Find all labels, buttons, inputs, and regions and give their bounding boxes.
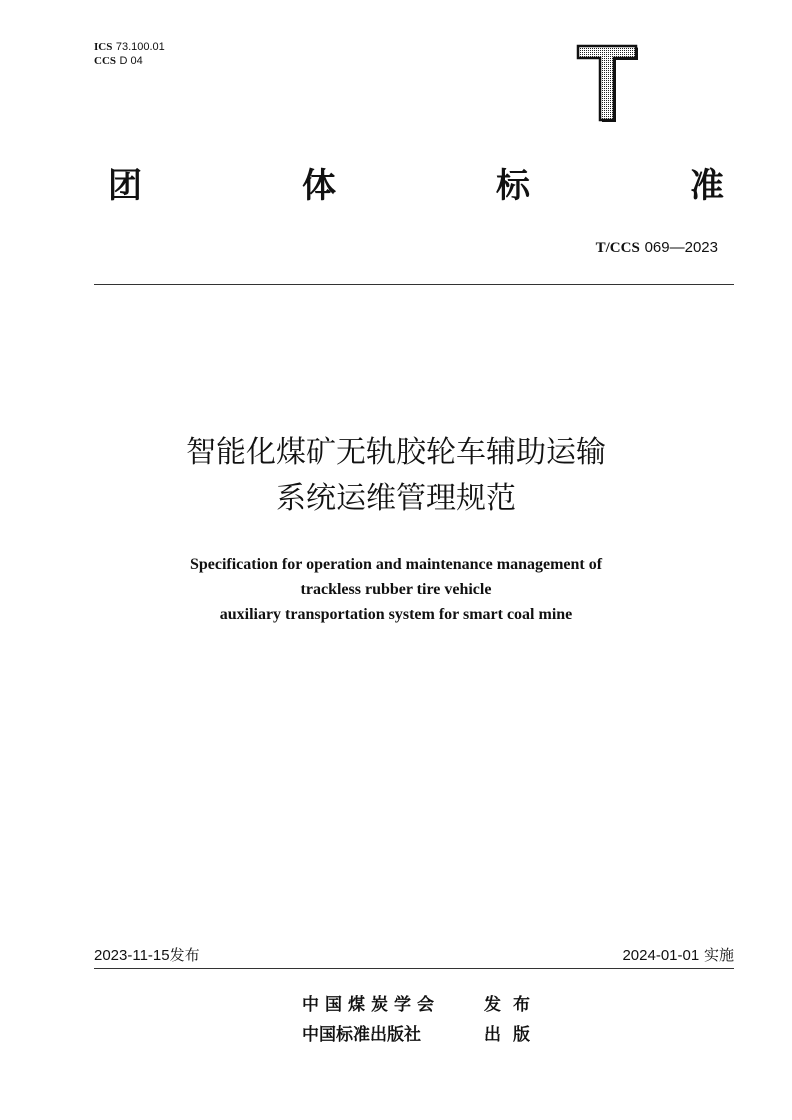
issue-date xyxy=(94,944,200,965)
title-chinese xyxy=(0,430,792,522)
type-char-2: 体 xyxy=(302,166,336,206)
effective-date-label: 实施 xyxy=(703,946,734,964)
effective-date-value: 2024-01-01 xyxy=(622,947,700,964)
title-en-line-1: Specification for operation and maintenance management of xyxy=(189,556,603,573)
issue-date-label: 发布 xyxy=(169,946,200,964)
publisher-org: 中国标准出版社 xyxy=(302,1025,421,1045)
type-char-3: 标 xyxy=(496,166,530,206)
publisher-org: 中国煤炭学会 xyxy=(302,995,440,1015)
header-rule xyxy=(94,284,734,285)
publisher-row xyxy=(302,1020,542,1050)
standard-number-value: 069—2023 xyxy=(644,239,718,256)
effective-date xyxy=(622,944,734,965)
title-cn-line-2: 系统运维管理规范 xyxy=(276,481,516,516)
type-char-1: 团 xyxy=(108,166,142,206)
title-cn-line-1: 智能化煤矿无轨胶轮车辅助运输 xyxy=(186,435,606,470)
title-english xyxy=(0,552,792,627)
title-en-line-3: auxiliary transportation system for smart coal mine xyxy=(219,606,573,623)
standard-type-title xyxy=(108,158,724,207)
issue-date-value: 2023-11-15 xyxy=(94,947,170,964)
ics-label: ICS xyxy=(94,41,113,53)
publisher-role: 出版 xyxy=(484,1025,542,1045)
ccs-value: D 04 xyxy=(119,55,143,67)
standard-t-logo xyxy=(576,44,640,124)
ics-code xyxy=(94,40,165,54)
standard-number xyxy=(596,238,718,257)
ics-value: 73.100.01 xyxy=(115,41,165,53)
publisher-role: 发布 xyxy=(484,995,542,1015)
type-char-4: 准 xyxy=(690,166,724,206)
footer-rule xyxy=(94,968,734,969)
standard-number-prefix: T/CCS xyxy=(595,240,640,256)
ccs-code xyxy=(94,54,165,68)
classification-codes xyxy=(94,40,165,68)
ccs-label: CCS xyxy=(94,55,117,67)
publisher-row xyxy=(302,990,542,1020)
title-en-line-2: trackless rubber tire vehicle xyxy=(300,581,492,598)
publishers xyxy=(302,990,542,1050)
